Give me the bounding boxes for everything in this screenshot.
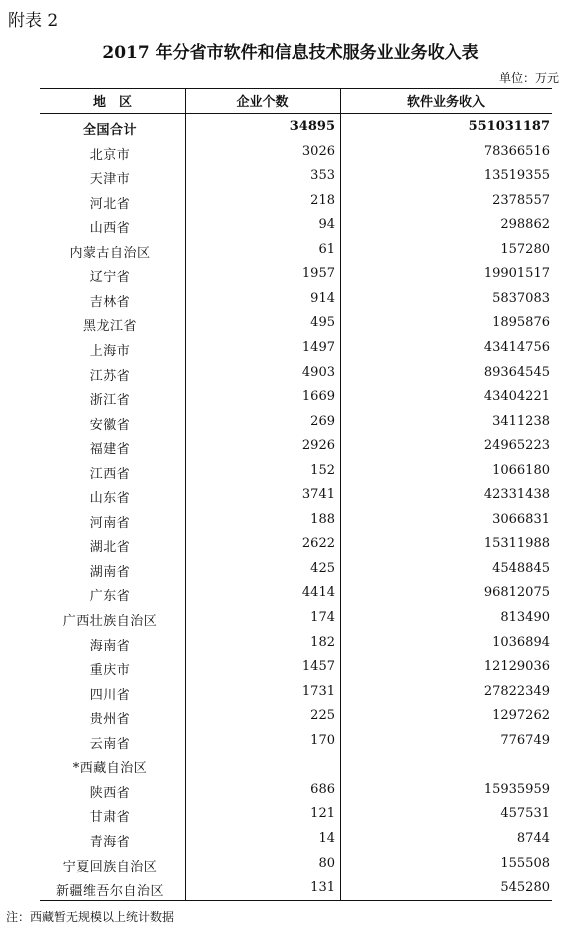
revenue-cell: 1895876 [492, 315, 550, 331]
table-row [40, 680, 552, 705]
table-header-rule [40, 113, 552, 114]
revenue-cell: 3066831 [492, 511, 550, 527]
revenue-cell: 96812075 [483, 585, 550, 601]
region-cell: 内蒙古自治区 [69, 245, 151, 261]
region-cell: 山东省 [89, 491, 131, 507]
table-row [40, 631, 552, 656]
region-cell: 新疆维吾尔自治区 [55, 884, 164, 900]
region-cell: 河南省 [89, 515, 131, 531]
table-row [40, 262, 552, 287]
table-row [40, 115, 552, 140]
revenue-cell: 813490 [500, 610, 550, 625]
table-row [40, 287, 552, 312]
region-cell: 安徽省 [89, 417, 131, 433]
revenue-cell: 24965223 [483, 438, 550, 454]
region-cell: 贵州省 [89, 712, 131, 728]
table-row [40, 189, 552, 214]
revenue-cell: 43414756 [483, 339, 550, 355]
region-cell: 山西省 [89, 221, 131, 237]
table-row [40, 852, 552, 877]
count-cell: 1497 [301, 339, 335, 355]
table-row [40, 311, 552, 336]
footnote: 注：西藏暂无规模以上统计数据 [6, 910, 175, 924]
table-row [40, 704, 552, 729]
revenue-cell: 13519355 [483, 168, 550, 184]
revenue-cell: 1297262 [492, 708, 550, 724]
region-cell: 陕西省 [89, 785, 131, 801]
revenue-cell: 2378557 [492, 192, 550, 208]
unit-label: 单位：万元 [498, 71, 559, 85]
table-row [40, 778, 552, 803]
region-cell: 宁夏回族自治区 [62, 859, 158, 875]
region-cell: 四川省 [89, 687, 131, 703]
region-cell: 云南省 [89, 736, 131, 752]
revenue-cell: 4548845 [492, 560, 550, 576]
table-row [40, 655, 552, 680]
count-cell: 4414 [301, 585, 335, 601]
table-row [40, 336, 552, 361]
region-cell: 天津市 [89, 172, 131, 188]
count-cell: 188 [310, 511, 335, 527]
table-row [40, 385, 552, 410]
count-cell: 4903 [301, 364, 335, 380]
count-cell: 686 [310, 781, 335, 797]
column-header-count: 企业个数 [236, 95, 289, 110]
count-cell: 14 [318, 830, 335, 846]
count-cell: 353 [310, 168, 335, 184]
count-cell: 1669 [301, 389, 335, 405]
region-cell: 海南省 [89, 638, 131, 654]
region-cell: 上海市 [89, 343, 131, 359]
table-row [40, 876, 552, 901]
count-cell: 34895 [289, 119, 335, 134]
table-row [40, 140, 552, 165]
revenue-cell: 12129036 [483, 659, 550, 675]
count-cell: 174 [310, 610, 335, 625]
count-cell: 182 [310, 634, 335, 650]
table-title: 2017 年分省市软件和信息技术服务业业务收入表 [102, 43, 479, 63]
table-row [40, 557, 552, 582]
region-cell: 湖南省 [89, 564, 131, 580]
revenue-cell: 545280 [500, 880, 550, 896]
count-cell: 2926 [301, 438, 335, 454]
region-cell: 黑龙江省 [82, 319, 137, 335]
count-cell: 914 [310, 290, 335, 306]
count-cell: 61 [318, 241, 335, 257]
table-top-rule [40, 88, 552, 89]
revenue-cell: 776749 [500, 732, 550, 748]
count-cell: 269 [310, 413, 335, 429]
table-row [40, 483, 552, 508]
table-row [40, 434, 552, 459]
count-cell: 425 [310, 560, 335, 576]
region-cell: 福建省 [89, 442, 131, 458]
revenue-cell: 298862 [500, 217, 550, 233]
table-row [40, 827, 552, 852]
region-cell: 全国合计 [82, 123, 137, 138]
revenue-cell: 457531 [500, 806, 550, 822]
revenue-cell: 15311988 [483, 536, 550, 552]
count-cell: 121 [310, 806, 335, 822]
revenue-cell: 3411238 [492, 413, 550, 429]
count-cell: 152 [310, 462, 335, 478]
region-cell: 重庆市 [89, 663, 131, 679]
count-cell: 1957 [301, 266, 335, 282]
count-cell: 225 [310, 708, 335, 724]
revenue-cell: 78366516 [483, 143, 550, 159]
table-row [40, 802, 552, 827]
revenue-cell: 8744 [516, 830, 550, 846]
revenue-cell: 19901517 [483, 266, 550, 282]
region-cell: 北京市 [89, 147, 131, 163]
revenue-cell: 1036894 [492, 634, 550, 650]
count-cell: 2622 [301, 536, 335, 552]
count-cell: 3741 [301, 487, 335, 503]
count-cell: 495 [310, 315, 335, 331]
count-cell: 170 [310, 732, 335, 748]
count-cell: 1731 [301, 683, 335, 699]
revenue-cell: 43404221 [483, 389, 550, 405]
region-cell: 青海省 [89, 834, 131, 850]
column-header-revenue: 软件业务收入 [406, 95, 485, 110]
column-header-region: 地 区 [92, 95, 132, 110]
region-cell: 辽宁省 [89, 270, 131, 286]
count-cell: 1457 [301, 659, 335, 675]
revenue-cell: 155508 [500, 855, 550, 871]
table-row [40, 532, 552, 557]
table-row [40, 459, 552, 484]
revenue-cell: 15935959 [483, 781, 550, 797]
table-row [40, 581, 552, 606]
table-row [40, 164, 552, 189]
count-cell: 80 [318, 855, 335, 871]
region-cell: 广东省 [89, 589, 131, 605]
revenue-cell: 1066180 [492, 462, 550, 478]
count-cell: 131 [310, 880, 335, 896]
table-row [40, 606, 552, 631]
count-cell: 218 [310, 192, 335, 208]
table-row [40, 238, 552, 263]
table-row [40, 729, 552, 754]
region-cell: 广西壮族自治区 [62, 614, 158, 629]
table-row [40, 410, 552, 435]
region-cell: 河北省 [89, 196, 131, 212]
revenue-cell: 42331438 [483, 487, 550, 503]
region-cell: 吉林省 [89, 294, 131, 310]
revenue-cell: 5837083 [492, 290, 550, 306]
count-cell: 3026 [301, 143, 335, 159]
count-cell: 94 [318, 217, 335, 233]
region-cell: 江西省 [89, 466, 131, 482]
region-cell: *西藏自治区 [72, 761, 148, 777]
revenue-cell: 27822349 [483, 683, 550, 699]
table-row [40, 361, 552, 386]
revenue-cell: 89364545 [483, 364, 550, 380]
table-row [40, 213, 552, 238]
table-row [40, 753, 552, 778]
revenue-cell: 157280 [500, 241, 550, 257]
region-cell: 江苏省 [89, 368, 131, 384]
region-cell: 甘肃省 [89, 810, 131, 826]
revenue-cell: 551031187 [468, 119, 550, 134]
appendix-label: 附表 2 [8, 11, 59, 31]
region-cell: 湖北省 [89, 540, 131, 556]
region-cell: 浙江省 [89, 393, 131, 409]
table-row [40, 508, 552, 533]
